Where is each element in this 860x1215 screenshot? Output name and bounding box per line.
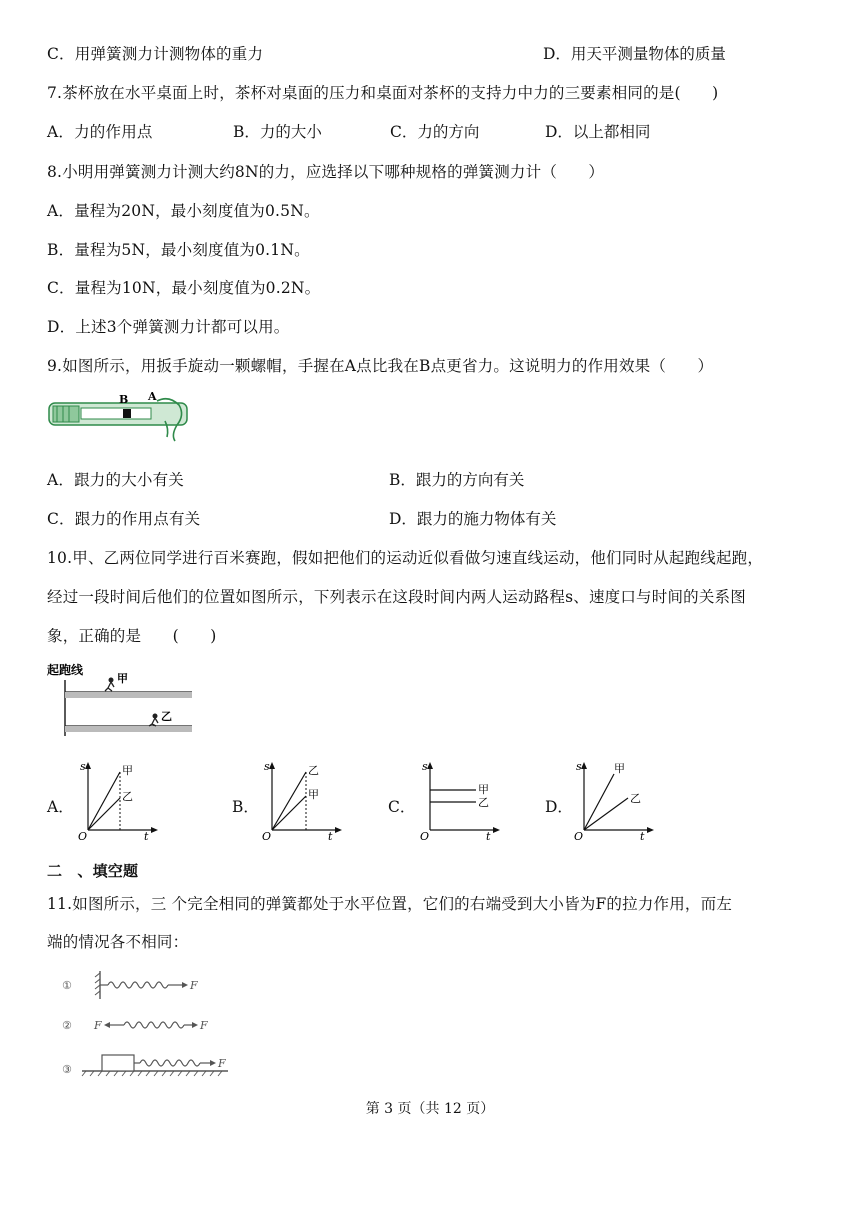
spring-3-force: F bbox=[218, 1057, 226, 1070]
q10-graph-a bbox=[78, 760, 158, 843]
q7-option-b: B．力的大小 bbox=[233, 123, 322, 141]
race-track-figure bbox=[47, 660, 197, 740]
q10-graph-b-label: B． bbox=[232, 798, 259, 816]
q10-stem-line1: 10.甲、乙两位同学进行百米赛跑，假如把他们的运动近似看做匀速直线运动，他们同时从起跑线起跑， bbox=[47, 549, 764, 567]
graph-a-bottom-label: 乙 bbox=[122, 790, 133, 803]
q9-option-a: A．跟力的大小有关 bbox=[47, 471, 184, 489]
q10-graph-d bbox=[574, 760, 654, 843]
spring-marker-1: ① bbox=[62, 979, 72, 992]
graph-d-top-label: 甲 bbox=[614, 762, 625, 775]
q10-graph-a-label: A． bbox=[47, 798, 74, 816]
graph-a-y-axis: s bbox=[80, 760, 86, 773]
q11-stem-line2: 端的情况各不相同： bbox=[47, 933, 189, 951]
q7-option-c: C．力的方向 bbox=[390, 123, 480, 141]
q7-option-a: A．力的作用点 bbox=[47, 123, 153, 141]
spring-marker-3: ③ bbox=[62, 1063, 72, 1076]
graph-b-y-axis: s bbox=[264, 760, 270, 773]
q9-option-d: D．跟力的施力物体有关 bbox=[389, 510, 557, 528]
q10-graph-c bbox=[420, 760, 500, 843]
spring-2-left-force: F bbox=[94, 1019, 102, 1032]
graph-c-origin: O bbox=[420, 830, 430, 843]
q6-option-c: C．用弹簧测力计测物体的重力 bbox=[47, 45, 264, 63]
q8-option-a: A．量程为20N，最小刻度值为0.5N。 bbox=[47, 202, 320, 220]
q10-graph-b bbox=[262, 760, 342, 843]
graph-c-x-axis: t bbox=[486, 830, 491, 843]
graph-b-x-axis: t bbox=[328, 830, 333, 843]
q8-option-c: C．量程为10N，最小刻度值为0.2N。 bbox=[47, 279, 321, 297]
graph-a-origin: O bbox=[78, 830, 88, 843]
graph-b-top-label: 乙 bbox=[308, 764, 319, 777]
q7-option-d: D．以上都相同 bbox=[545, 123, 651, 141]
q9-option-c: C．跟力的作用点有关 bbox=[47, 510, 201, 528]
graph-c-bottom-label: 乙 bbox=[478, 796, 489, 809]
graph-a-top-label: 甲 bbox=[122, 764, 133, 777]
springs-figure bbox=[58, 965, 258, 1085]
spring-2-right-force: F bbox=[200, 1019, 208, 1032]
graph-d-y-axis: s bbox=[576, 760, 582, 773]
q8-option-b: B．量程为5N，最小刻度值为0.1N。 bbox=[47, 241, 310, 259]
graph-c-top-label: 甲 bbox=[478, 783, 489, 796]
q11-stem-line1: 11.如图所示，三 个完全相同的弹簧都处于水平位置，它们的右端受到大小皆为F的拉力作用，而左 bbox=[47, 895, 733, 913]
spring-1-force: F bbox=[190, 979, 198, 992]
wrench-figure bbox=[47, 391, 192, 443]
runner-b-icon bbox=[149, 714, 158, 727]
q10-graph-d-label: D． bbox=[545, 798, 573, 816]
graph-a-x-axis: t bbox=[144, 830, 149, 843]
q8-stem: 8.小明用弹簧测力计测大约8N的力，应选择以下哪种规格的弹簧测力计（ ） bbox=[47, 163, 605, 181]
graph-b-origin: O bbox=[262, 830, 272, 843]
runner-a-icon bbox=[105, 678, 114, 692]
q9-stem: 9.如图所示，用扳手旋动一颗螺帽，手握在A点比我在B点更省力。这说明力的作用效果（ ） bbox=[47, 357, 714, 375]
graph-d-bottom-label: 乙 bbox=[630, 792, 641, 805]
graph-d-origin: O bbox=[574, 830, 584, 843]
q10-stem-line3: 象，正确的是 ( ) bbox=[47, 627, 217, 645]
section-heading-fill-blank: 二 、填空题 bbox=[47, 862, 139, 880]
q7-stem: 7.茶杯放在水平桌面上时，茶杯对桌面的压力和桌面对茶杯的支持力中力的三要素相同的是( ) bbox=[47, 84, 719, 102]
q8-option-d: D．上述3个弹簧测力计都可以用。 bbox=[47, 318, 290, 336]
q6-option-d: D．用天平测量物体的质量 bbox=[543, 45, 726, 63]
spring-marker-2: ② bbox=[62, 1019, 72, 1032]
start-line-label: 起跑线 bbox=[47, 663, 84, 677]
wrench-label-b: B bbox=[119, 393, 129, 406]
graph-b-bottom-label: 甲 bbox=[308, 788, 319, 801]
wrench-label-a: A bbox=[148, 390, 157, 403]
q10-graph-c-label: C． bbox=[388, 798, 416, 816]
q9-option-b: B．跟力的方向有关 bbox=[389, 471, 525, 489]
runner-b-label: 乙 bbox=[161, 710, 172, 723]
graph-c-y-axis: s bbox=[422, 760, 428, 773]
runner-a-label: 甲 bbox=[117, 672, 128, 685]
graph-d-x-axis: t bbox=[640, 830, 645, 843]
q10-stem-line2: 经过一段时间后他们的位置如图所示，下列表示在这段时间内两人运动路程s、速度口与时间的关系图 bbox=[47, 588, 746, 606]
page-footer: 第 3 页（共 12 页） bbox=[365, 1101, 495, 1117]
